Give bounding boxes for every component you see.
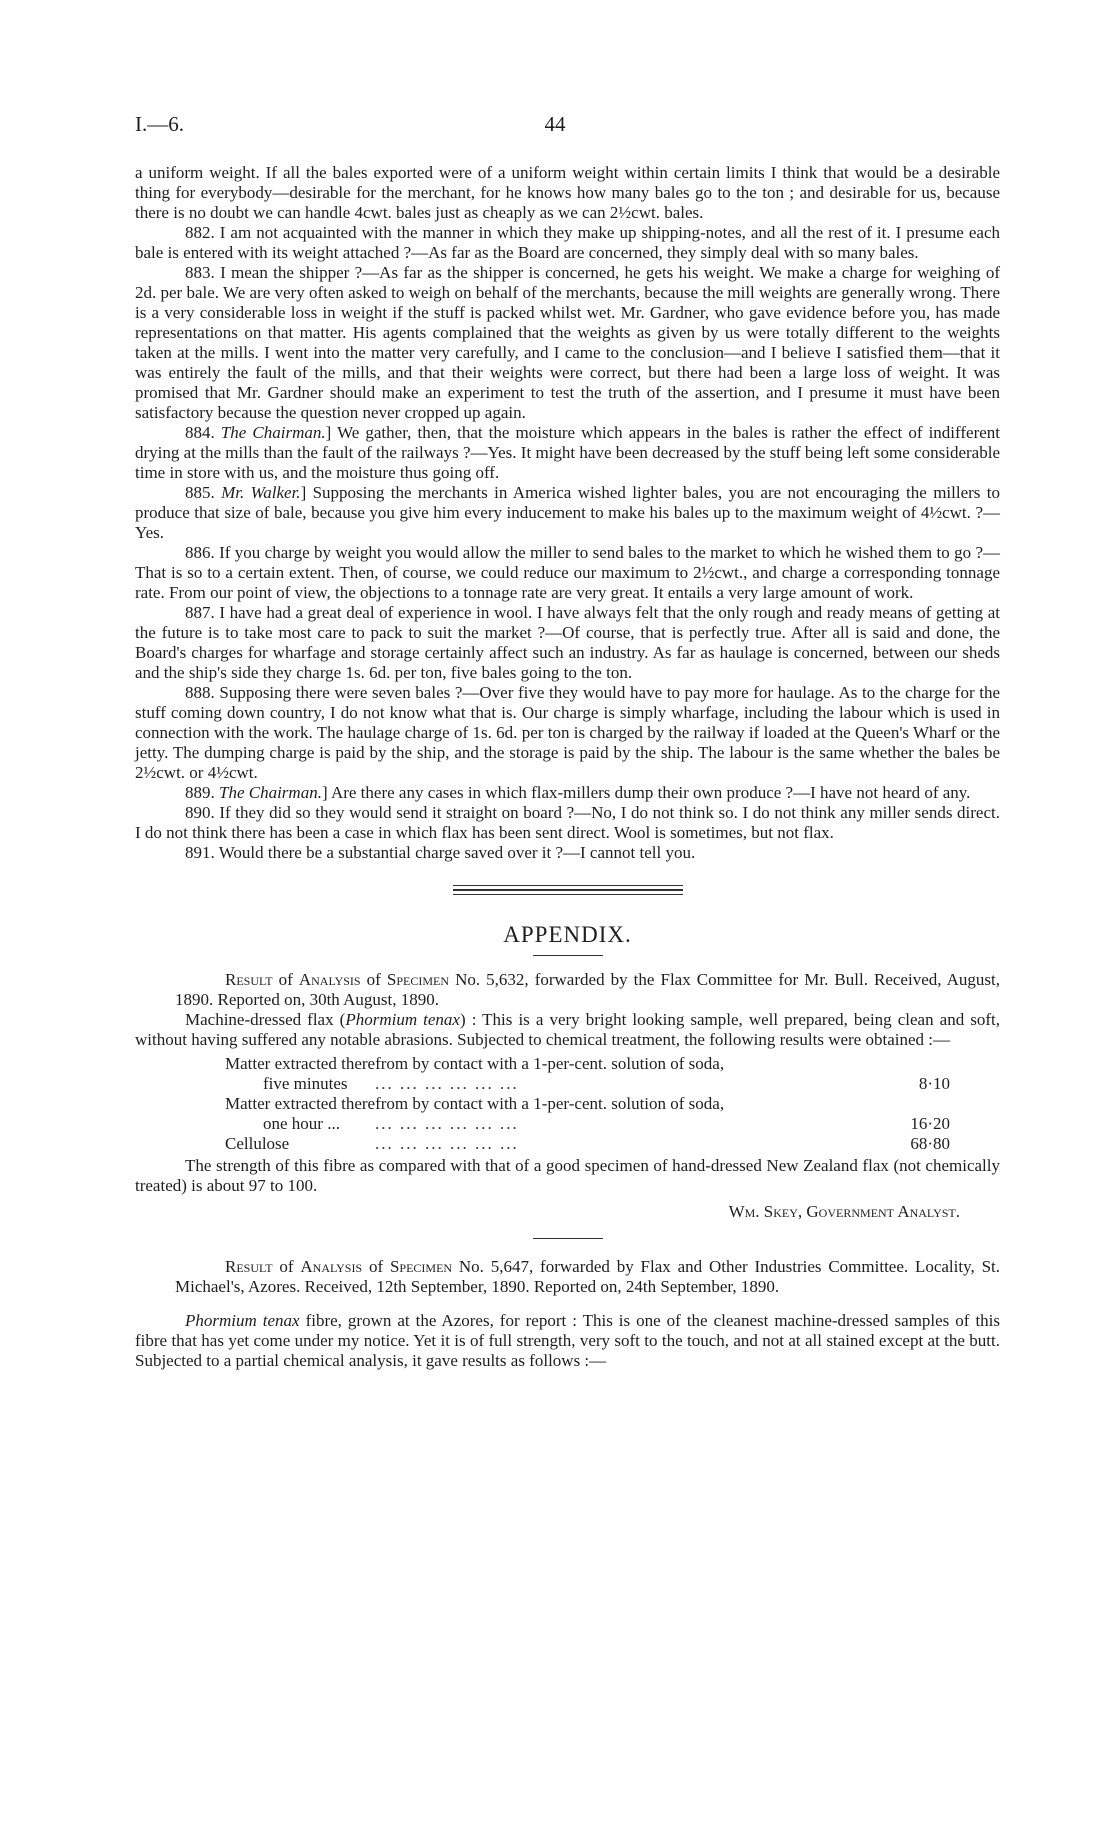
paragraph-text: ] We gather, then, that the moisture which appears in the bales is rather the effect of indifferent drying at the mills than the fault of the railways ?—Yes. It might have been decreased by the stuff being left some considerable time in store with us, and the moisture thus going off.: [135, 423, 1001, 482]
paragraph-889: [135, 783, 1000, 803]
paragraph-891: 891. Would there be a substantial charge saved over it ?—I cannot tell you.: [185, 843, 696, 862]
species-name: Phormium tenax: [185, 1311, 300, 1330]
question-number: 889.: [185, 783, 215, 802]
row-label: Matter extracted therefrom by contact with a 1-per-cent. solution of soda,: [225, 1054, 725, 1073]
paragraph-887: 887. I have had a great deal of experience in wool. I have always felt that the only rough and ready means of getting at the future is to take most care to pack to suit the market ?—Of course, that is perfectly true. After all is said and done, the Board's charges for wharfage and storage certainly affect such an industry. As far as haulage is concerned, between our sheds and the ship's side they charge 1s. 6d. per ton, five bales going to the ton.: [135, 603, 1000, 682]
paragraph-continued: a uniform weight. If all the bales exported were of a uniform weight within certain limits I think that would be a desirable thing for everybody—desirable for the merchant, for he knows how many bales go to the ton ; and desirable for us, because there is no doubt we can handle 4cwt. bales just as cheaply as we can 2½cwt. bales.: [135, 163, 1000, 222]
intro-text: Machine-dressed flax (: [185, 1010, 346, 1029]
speaker-name: Mr. Walker.: [221, 483, 301, 502]
appendix-title: APPENDIX.: [503, 922, 632, 947]
section-separator: [453, 885, 683, 895]
paragraph-886: 886. If you charge by weight you would allow the miller to send bales to the market to which he wished them to go ?—That is so to a certain extent. Then, of course, we could reduce our maximum to 2½cwt., and charge a corresponding tonnage rate. From our point of view, the objections to a tonnage rate are very great. It entails a very large amount of work.: [135, 543, 1000, 602]
table-row: [135, 1054, 1000, 1074]
row-label: Cellulose: [225, 1134, 290, 1153]
analysis-heading-5647: [135, 1257, 1000, 1297]
paragraph-890: 890. If they did so they would send it straight on board ?—No, I do not think so. I do not think any miller sends direct. I do not think there has been a case in which flax has been sent direct. Wool is sometimes, but not flax.: [135, 803, 1000, 842]
heading-word: of: [362, 1257, 390, 1276]
row-label: Matter extracted therefrom by contact with a 1-per-cent. solution of soda,: [225, 1094, 725, 1113]
question-number: 885.: [185, 483, 215, 502]
intro-text: fibre, grown at the Azores, for report : This is one of the cleanest machine-dressed samples of this fibre that has yet come under my notice. Yet it is of full strength, very soft to the touch, and not at all stained except at the butt. Subjected to a partial chemical analysis, it gave results as follows :—: [135, 1311, 1001, 1370]
table-row: [135, 1114, 1000, 1134]
heading-word: of: [272, 970, 299, 989]
table-row: [135, 1074, 1000, 1094]
analysis-intro-5647: [135, 1311, 1000, 1371]
heading-word: of: [272, 1257, 301, 1276]
leader-dots: ... ... ... ... ... ...: [375, 1114, 519, 1133]
results-table: [135, 1054, 1000, 1154]
analysis-heading-5632: [135, 970, 1000, 1010]
heading-word: Result: [225, 1257, 273, 1276]
paragraph-882: 882. I am not acquainted with the manner in which they make up shipping-notes, and all the rest of it. I presume each bale is entered with its weight attached ?—As far as the Board are concerned, they simply deal with so many bales.: [135, 223, 1000, 262]
paragraph-885: [135, 483, 1000, 543]
paragraph-text: ] Are there any cases in which flax-millers dump their own produce ?—I have not heard of any.: [321, 783, 971, 802]
page-header: [135, 112, 975, 142]
page-number: 44: [544, 112, 566, 136]
analysis-intro-5632: [135, 1010, 1000, 1050]
paragraph-888: 888. Supposing there were seven bales ?—Over five they would have to pay more for haulage. As to the charge for the stuff coming down country, I do not know what that is. Our charge is simply wharfage, including the labour which is used in connection with the work. The haulage charge of 1s. 6d. per ton is charged by the railway if loaded at the Queen's Wharf or the jetty. The dumping charge is paid by the ship, and the storage is paid by the ship. The labour is the same whether the bales be 2½cwt. or 4½cwt.: [135, 683, 1000, 782]
section-rule: [533, 1238, 603, 1239]
heading-word: Analysis: [300, 1257, 363, 1276]
row-value: 8·10: [918, 1074, 950, 1093]
row-label-cont: one hour ...: [263, 1114, 340, 1133]
document-reference: I.—6.: [135, 112, 184, 136]
strength-note: The strength of this fibre as compared with that of a good specimen of hand-dressed New Zealand flax (not chemically treated) is about 97 to 100.: [135, 1156, 1000, 1195]
title-rule: [533, 955, 603, 956]
speaker-name: The Chairman.: [220, 423, 326, 442]
question-number: 884.: [185, 423, 215, 442]
row-label-cont: five minutes: [263, 1074, 348, 1093]
analyst-signature: Wm. Skey, Government Analyst.: [728, 1202, 960, 1221]
heading-word: Result: [225, 970, 273, 989]
paragraph-884: [135, 423, 1000, 483]
speaker-name: The Chairman.: [219, 783, 322, 802]
species-name: Phormium tenax: [345, 1010, 460, 1029]
heading-word: of: [360, 970, 387, 989]
heading-word: Specimen: [389, 1257, 453, 1276]
heading-word: Analysis: [298, 970, 361, 989]
row-value: 68·80: [910, 1134, 950, 1153]
heading-text: No. 5,632, forwarded by the Flax Committee for Mr. Bull. Received, August, 1890. Reported on, 30th August, 1890.: [175, 970, 1000, 1009]
row-value: 16·20: [910, 1114, 950, 1133]
paragraph-883: 883. I mean the shipper ?—As far as the shipper is concerned, he gets his weight. We make a charge for weighing of 2d. per bale. We are very often asked to weigh on behalf of the merchants, because the mill weights are generally wrong. There is a very considerable loss in weight if the stuff is packed whilst wet. Mr. Gardner, who gave evidence before you, has made representations on that matter. His agents complained that the weights as given by us were totally different to the weights taken at the mills. I went into the matter very carefully, and I came to the conclusion—and I believe I satisfied them—that it was entirely the fault of the mills, and that their weights were correct, but there had been a large loss of weight. It was promised that Mr. Gardner should make an experiment to test the truth of the assertion, and I presume it must have been satisfactory because the question never cropped up again.: [135, 263, 1000, 422]
paragraph-text: ] Supposing the merchants in America wished lighter bales, you are not encouraging the millers to produce that size of bale, because you give him every inducement to make his bales up to the maximum weight of 4½cwt. ?—Yes.: [135, 483, 1001, 542]
heading-text: No. 5,647, forwarded by Flax and Other Industries Committee. Locality, St. Michael's, Azores. Received, 12th September, 1890. Reported on, 24th September, 1890.: [175, 1257, 1000, 1296]
leader-dots: ... ... ... ... ... ...: [375, 1074, 519, 1093]
table-row: [135, 1134, 1000, 1154]
heading-word: Specimen: [386, 970, 450, 989]
intro-text: ) : This is a very bright looking sample, well prepared, being clean and soft, without having suffered any notable abrasions. Subjected to chemical treatment, the following results were obtained :—: [135, 1010, 1001, 1049]
leader-dots: ... ... ... ... ... ...: [375, 1134, 519, 1153]
page-body: [135, 163, 1000, 1371]
table-row: [135, 1094, 1000, 1114]
